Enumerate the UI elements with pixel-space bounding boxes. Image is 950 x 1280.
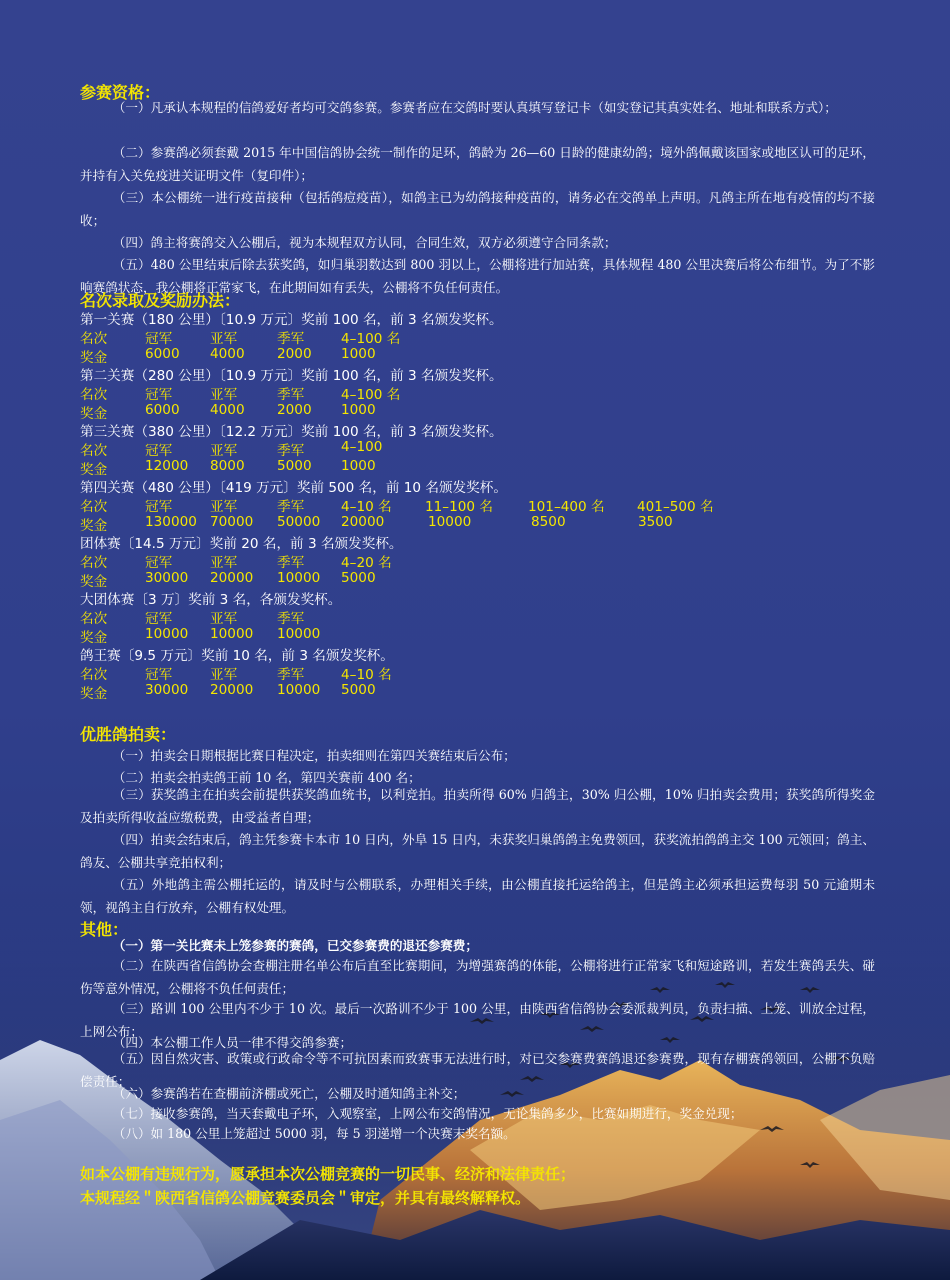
other-item-2: （二）在陕西省信鸽协会查棚注册名单公布后直至比赛期间，为增强赛鸽的体能，公棚将进行正常家飞和短途路训，若发生赛鸽丢失、碰伤等意外情况，公棚将不负任何责任；: [80, 958, 875, 996]
auction-item-3: （三）获奖鸽主在拍卖会前提供获奖鸽血统书，以利竞拍。拍卖所得 60% 归鸽主，30% 归公棚，10% 归拍卖会费用；获奖鸽所得奖金及拍卖所得收益应缴税费，由受益者自理；: [80, 787, 875, 825]
rank-cell: 4–100 名: [341, 387, 401, 403]
auction-heading: 优胜鸽拍卖：: [80, 725, 177, 744]
amount-label: 奖金: [80, 518, 108, 534]
amount-cell: 5000: [341, 570, 376, 586]
rank-cell: 11–100 名: [425, 499, 493, 515]
amount-cell: 30000: [145, 682, 189, 698]
rank-label: 名次: [80, 667, 108, 683]
prizes-heading: 名次录取及奖励办法：: [80, 291, 241, 310]
rank-cell: 冠军: [145, 387, 173, 403]
rank-cell: 冠军: [145, 443, 173, 459]
rank-cell: 季军: [277, 555, 305, 571]
other-item-5: （五）因自然灾害、政策或行政命令等不可抗因素而致赛事无法进行时，对已交参赛费赛鸽退还参赛费，现有存棚赛鸽领回，公棚不负赔偿责任；: [80, 1051, 875, 1089]
rank-cell: 季军: [277, 443, 305, 459]
rank-cell: 冠军: [145, 331, 173, 347]
rank-cell: 4–100: [341, 439, 383, 455]
amount-cell: 5000: [341, 682, 376, 698]
eligibility-item-5: （五）480 公里结束后除去获奖鸽，如归巢羽数达到 800 羽以上，公棚将进行加站赛，具体规程 480 公里决赛后将公布细节。为了不影响赛鸽状态，我公棚将正常家飞，在此期间如有丢失，公棚将不负任何责任。: [80, 257, 875, 295]
race-2-title: 第二关赛（280 公里）〔10.9 万元〕奖前 100 名，前 3 名颁发奖杯。: [80, 368, 503, 384]
rank-cell: 401–500 名: [637, 499, 714, 515]
rank-cell: 季军: [277, 667, 305, 683]
amount-cell: 10000: [277, 682, 321, 698]
rank-cell: 冠军: [145, 499, 173, 515]
other-heading: 其他：: [80, 920, 129, 939]
amount-cell: 8500: [531, 514, 566, 530]
rank-cell: 4–20 名: [341, 555, 392, 571]
rank-label: 名次: [80, 555, 108, 571]
eligibility-item-1: （一）凡承认本规程的信鸽爱好者均可交鸽参赛。参赛者应在交鸽时要认真填写登记卡（如实登记其真实姓名、地址和联系方式）；: [112, 100, 837, 115]
auction-item-5: （五）外地鸽主需公棚托运的，请及时与公棚联系，办理相关手续，由公棚直接托运给鸽主，但是鸽主必须承担运费每羽 50 元逾期未领，视鸽主自行放弃，公棚有权处理。: [80, 877, 875, 915]
auction-item-2: （二）拍卖会拍卖鸽王前 10 名，第四关赛前 400 名；: [112, 770, 421, 785]
race-1-title: 第一关赛（180 公里）〔10.9 万元〕奖前 100 名，前 3 名颁发奖杯。: [80, 312, 503, 328]
other-item-1: （一）第一关比赛未上笼参赛的赛鸽，已交参赛费的退还参赛费；: [112, 938, 478, 953]
rank-cell: 4–10 名: [341, 667, 392, 683]
rank-cell: 季军: [277, 331, 305, 347]
eligibility-item-4: （四）鸽主将赛鸽交入公棚后，视为本规程双方认同，合同生效，双方必须遵守合同条款；: [112, 235, 617, 250]
rank-cell: 亚军: [210, 499, 238, 515]
amount-cell: 10000: [145, 626, 189, 642]
race-4-title: 第四关赛（480 公里）〔419 万元〕奖前 500 名，前 10 名颁发奖杯。: [80, 480, 507, 496]
amount-cell: 10000: [428, 514, 472, 530]
closing-statement-1: 如本公棚有违规行为，愿承担本次公棚竞赛的一切民事、经济和法律责任；: [80, 1165, 576, 1183]
amount-cell: 5000: [277, 458, 312, 474]
eligibility-item-2: （二）参赛鸽必须套戴 2015 年中国信鸽协会统一制作的足环，鸽龄为 26—60 日龄的健康幼鸽；境外鸽佩戴该国家或地区认可的足环，并持有入关免疫进关证明文件（复印件）；: [80, 145, 875, 183]
other-item-4: （四）本公棚工作人员一律不得交鸽参赛；: [112, 1035, 353, 1050]
rank-cell: 亚军: [210, 387, 238, 403]
amount-cell: 1000: [341, 346, 376, 362]
amount-label: 奖金: [80, 630, 108, 646]
amount-label: 奖金: [80, 350, 108, 366]
amount-cell: 3500: [638, 514, 673, 530]
rank-cell: 冠军: [145, 611, 173, 627]
amount-cell: 4000: [210, 402, 245, 418]
amount-cell: 12000: [145, 458, 189, 474]
amount-cell: 10000: [210, 626, 254, 642]
amount-cell: 2000: [277, 402, 312, 418]
amount-cell: 10000: [277, 570, 321, 586]
rank-cell: 4–10 名: [341, 499, 392, 515]
rank-label: 名次: [80, 611, 108, 627]
amount-cell: 10000: [277, 626, 321, 642]
rank-cell: 亚军: [210, 667, 238, 683]
rank-cell: 亚军: [210, 611, 238, 627]
race-7-title: 鸽王赛〔9.5 万元〕奖前 10 名，前 3 名颁发奖杯。: [80, 648, 394, 664]
rank-cell: 亚军: [210, 555, 238, 571]
other-item-3: （三）路训 100 公里内不少于 10 次。最后一次路训不少于 100 公里，由陕西省信鸽协会委派裁判员，负责扫描、上笼、训放全过程，上网公布；: [80, 1001, 875, 1039]
rank-cell: 冠军: [145, 667, 173, 683]
rank-label: 名次: [80, 331, 108, 347]
closing-statement-2: 本规程经＂陕西省信鸽公棚竞赛委员会＂审定，并具有最终解释权。: [80, 1189, 531, 1207]
rank-cell: 冠军: [145, 555, 173, 571]
amount-cell: 20000: [210, 682, 254, 698]
rank-label: 名次: [80, 387, 108, 403]
amount-label: 奖金: [80, 686, 108, 702]
rank-cell: 4–100 名: [341, 331, 401, 347]
amount-cell: 20000: [210, 570, 254, 586]
auction-item-4: （四）拍卖会结束后，鸽主凭参赛卡本市 10 日内，外阜 15 日内，未获奖归巢鸽鸽主免费领回，获奖流拍鸽鸽主交 100 元领回；鸽主、鸽友、公棚共享竞拍权利；: [80, 832, 875, 870]
amount-cell: 6000: [145, 402, 180, 418]
amount-cell: 8000: [210, 458, 245, 474]
amount-cell: 6000: [145, 346, 180, 362]
rank-cell: 季军: [277, 499, 305, 515]
other-item-8: （八）如 180 公里上笼超过 5000 羽，每 5 羽递增一个决赛末奖名额。: [112, 1126, 516, 1141]
amount-cell: 50000: [277, 514, 321, 530]
amount-cell: 20000: [341, 514, 385, 530]
rank-cell: 亚军: [210, 443, 238, 459]
amount-label: 奖金: [80, 406, 108, 422]
rank-label: 名次: [80, 499, 108, 515]
race-5-title: 团体赛〔14.5 万元〕奖前 20 名，前 3 名颁发奖杯。: [80, 536, 403, 552]
auction-item-1: （一）拍卖会日期根据比赛日程决定，拍卖细则在第四关赛结束后公布；: [112, 748, 516, 763]
amount-cell: 4000: [210, 346, 245, 362]
race-3-title: 第三关赛（380 公里）〔12.2 万元〕奖前 100 名，前 3 名颁发奖杯。: [80, 424, 503, 440]
amount-cell: 2000: [277, 346, 312, 362]
rank-cell: 101–400 名: [528, 499, 605, 515]
amount-cell: 30000: [145, 570, 189, 586]
eligibility-heading: 参赛资格：: [80, 83, 161, 102]
eligibility-item-3: （三）本公棚统一进行疫苗接种（包括鸽痘疫苗），如鸽主已为幼鸽接种疫苗的，请务必在交鸽单上声明。凡鸽主所在地有疫情的均不接收；: [80, 190, 875, 228]
other-item-6: （六）参赛鸽若在查棚前济棚或死亡，公棚及时通知鸽主补交；: [112, 1086, 466, 1101]
race-6-title: 大团体赛〔3 万〕奖前 3 名，各颁发奖杯。: [80, 592, 342, 608]
other-item-7: （七）接收参赛鸽，当天套戴电子环，入观察室，上网公布交鸽情况，无论集鸽多少，比赛如期进行，奖金兑现；: [112, 1106, 743, 1121]
amount-cell: 130000: [145, 514, 197, 530]
rank-cell: 季军: [277, 611, 305, 627]
rank-cell: 亚军: [210, 331, 238, 347]
rank-label: 名次: [80, 443, 108, 459]
rank-cell: 季军: [277, 387, 305, 403]
amount-label: 奖金: [80, 462, 108, 478]
amount-label: 奖金: [80, 574, 108, 590]
amount-cell: 1000: [341, 402, 376, 418]
amount-cell: 1000: [341, 458, 376, 474]
amount-cell: 70000: [210, 514, 254, 530]
